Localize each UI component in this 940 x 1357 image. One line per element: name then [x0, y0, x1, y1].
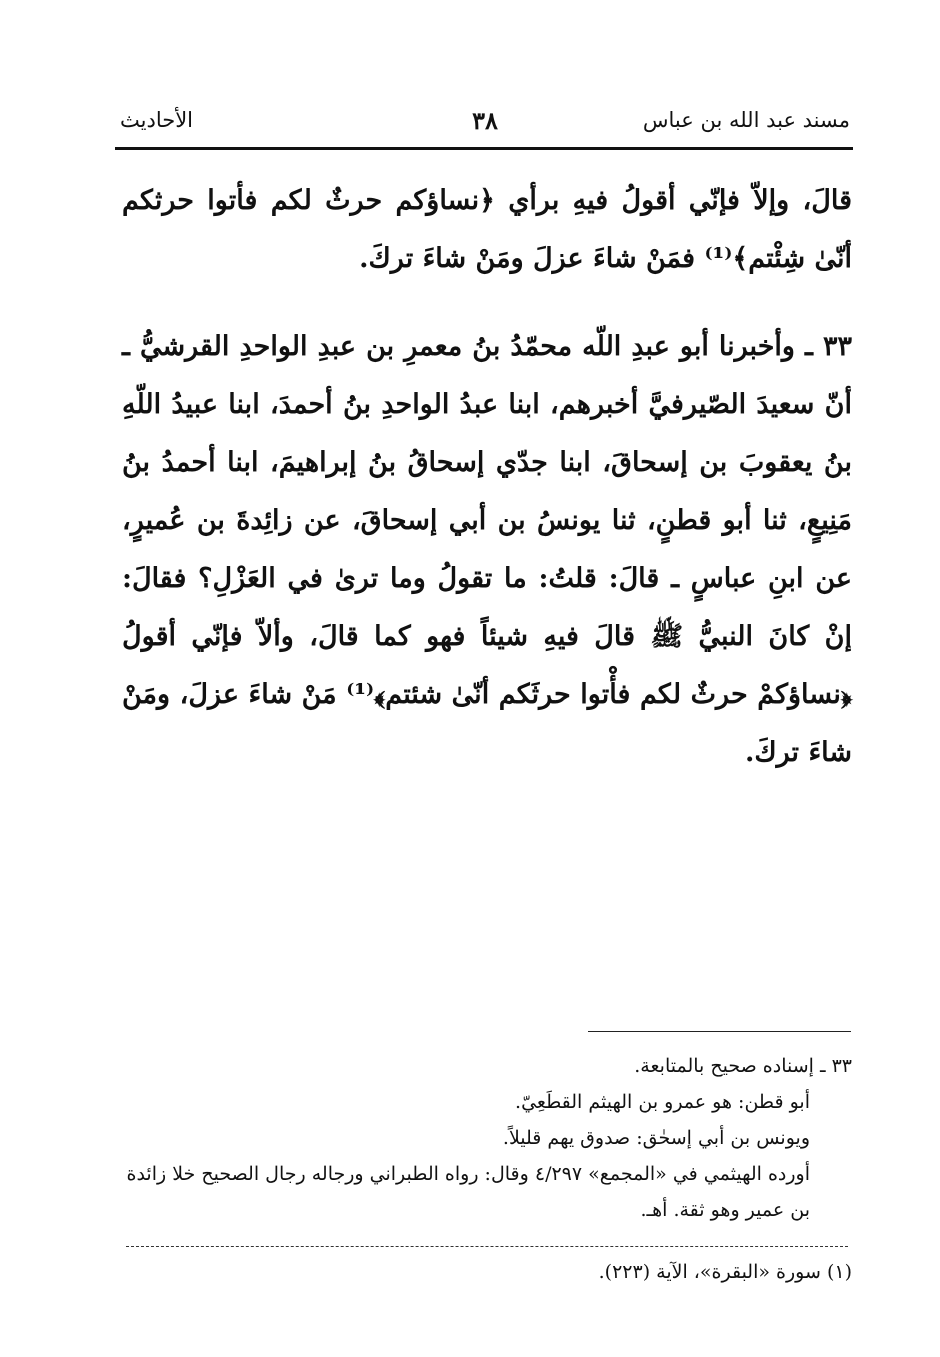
footnotes: [122, 1048, 852, 1228]
running-section-title: الأحاديث: [120, 108, 194, 132]
footnote-narrator-2: ويونس بن أبي إسحٰق: صدوق يهم قليلاً.: [502, 1127, 810, 1149]
page-header: [120, 108, 850, 142]
header-rule: [115, 147, 853, 150]
paragraph-continuation: قالَ، وإلاّ فإنّي أقولُ فيهِ برأي ﴿نساؤكم حرثٌ لكم فأتوا حرثكم أنّىٰ شِئْتم﴾⁽¹⁾ فمَنْ شاءَ عزلَ ومَنْ شاءَ تركَ.: [122, 185, 852, 274]
footnote-separator: [588, 1031, 851, 1032]
main-text: [122, 172, 852, 782]
footnote-reference: (١) سورة «البقرة»، الآية (٢٢٣).: [598, 1261, 852, 1283]
footnote-source: أورده الهيثمي في «المجمع» ٤/٢٩٧ وقال: رواه الطبراني ورجاله رجال الصحيح خلا زائدة بن عمير وهو ثقة. أهـ.: [126, 1163, 810, 1221]
running-book-title: مسند عبد الله بن عباس: [642, 108, 850, 132]
footnote-dashed-rule: [126, 1246, 848, 1247]
page-number: ٣٨: [472, 106, 498, 135]
footnote-narrator-1: أبو قطن: هو عمرو بن الهيثم القطَعِيّ.: [515, 1091, 810, 1113]
footnote-grade: ٣٣ ـ إسناده صحيح بالمتابعة.: [634, 1055, 852, 1077]
hadith-33: ٣٣ ـ وأخبرنا أبو عبدِ اللّه محمّدُ بنُ معمرِ بن عبدِ الواحدِ القرشيُّ ـ أنّ سعيدَ الصّيرفيَّ أخبرهم، ابنا عبدُ الواحدِ بنُ أحمدَ، ابنا عبيدُ اللّهِ بنُ يعقوبَ بن إسحاقَ، ابنا جدّي إسحاقُ بنُ إبراهيمَ، ابنا أحمدُ بنُ مَنِيعٍ، ثنا أبو قطنٍ، ثنا يونسُ بن أبي إسحاقَ، عن زائِدةَ بن عُميرٍ، عن ابنِ عباسٍ ـ قالَ: قلتُ: ما تقولُ وما ترىٰ في العَزْلِ؟ فقالَ: إنْ كانَ النبيُّ ﷺ قالَ فيهِ شيئاً فهو كما قالَ، وألاّ فإنّي أقولُ ﴿نساؤكمْ حرثٌ لكم فأْتوا حرثَكم أنّىٰ شئتم﴾⁽¹⁾ مَنْ شاءَ عزلَ، ومَنْ شاءَ تركَ.: [122, 331, 852, 768]
